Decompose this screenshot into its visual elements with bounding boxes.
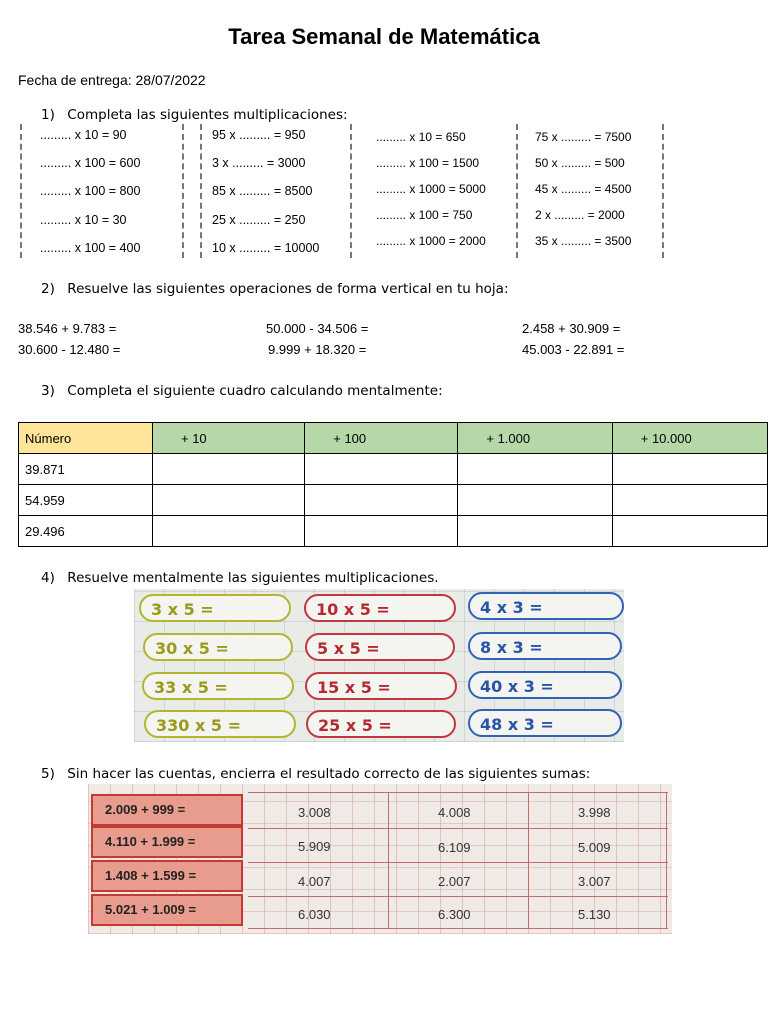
- operation: 30.600 - 12.480 =: [18, 342, 121, 357]
- section-text: Completa el siguiente cuadro calculando mentalmente:: [67, 383, 443, 399]
- answer-option[interactable]: 6.300: [438, 907, 471, 922]
- section-number: 1): [41, 107, 55, 123]
- mult-item: 35 x ......... = 3500: [535, 234, 632, 248]
- mental-multiplication-photo: [134, 589, 624, 742]
- table-row: [19, 485, 768, 516]
- mult-item: 50 x ......... = 500: [535, 156, 625, 170]
- mult-item: 85 x ......... = 8500: [212, 184, 313, 198]
- grid-line: [248, 928, 668, 929]
- operation: 2.458 + 30.909 =: [522, 321, 621, 336]
- mult-pill: 30 x 5 =: [143, 633, 293, 661]
- answer-option[interactable]: 5.130: [578, 907, 611, 922]
- table-row: [19, 516, 768, 547]
- answer-cell[interactable]: [305, 454, 458, 485]
- answer-option[interactable]: 4.007: [298, 874, 331, 889]
- cut-line: [182, 124, 184, 258]
- operation: 9.999 + 18.320 =: [268, 342, 367, 357]
- section-number: 4): [41, 570, 55, 586]
- mult-pill: 48 x 3 =: [468, 709, 622, 737]
- grid-line: [666, 792, 667, 928]
- mult-pill: 25 x 5 =: [306, 710, 456, 738]
- mult-pill: 8 x 3 =: [468, 632, 622, 660]
- table-row: [19, 454, 768, 485]
- cut-line: [516, 124, 518, 258]
- table-header-row: [19, 423, 768, 454]
- answer-option[interactable]: 3.998: [578, 805, 611, 820]
- page-title: Tarea Semanal de Matemática: [228, 24, 540, 49]
- mult-item: ......... x 10 = 30: [40, 213, 127, 227]
- header-cell: Número: [19, 423, 153, 454]
- section-number: 3): [41, 383, 55, 399]
- section-5-heading: [41, 766, 590, 782]
- due-date: Fecha de entrega: 28/07/2022: [18, 72, 206, 88]
- sum-operation: 4.110 + 1.999 =: [91, 826, 243, 858]
- mult-pill: 33 x 5 =: [142, 672, 294, 700]
- mult-pill: 330 x 5 =: [144, 710, 296, 738]
- cut-line: [200, 124, 202, 258]
- mult-pill: 40 x 3 =: [468, 671, 622, 699]
- mult-item: ......... x 10 = 650: [376, 130, 466, 144]
- grid-line: [388, 792, 389, 928]
- mult-pill: 15 x 5 =: [305, 672, 457, 700]
- grid-line: [248, 896, 668, 897]
- section-text: Sin hacer las cuentas, encierra el resultado correcto de las siguientes sumas:: [67, 766, 591, 782]
- operation: 45.003 - 22.891 =: [522, 342, 625, 357]
- answer-cell[interactable]: [612, 516, 767, 547]
- section-4-heading: [41, 570, 439, 586]
- answer-cell[interactable]: [458, 454, 612, 485]
- answer-option[interactable]: 2.007: [438, 874, 471, 889]
- mult-item: ......... x 1000 = 5000: [376, 182, 486, 196]
- mult-item: ......... x 100 = 400: [40, 241, 141, 255]
- section-1-heading: [41, 107, 348, 123]
- header-cell: + 10.000: [612, 423, 767, 454]
- answer-option[interactable]: 4.008: [438, 805, 471, 820]
- answer-option[interactable]: 3.008: [298, 805, 331, 820]
- answer-cell[interactable]: [458, 485, 612, 516]
- header-cell: + 100: [305, 423, 458, 454]
- mult-pill: 3 x 5 =: [139, 594, 291, 622]
- mult-item: 10 x ......... = 10000: [212, 241, 320, 255]
- mult-item: 3 x ......... = 3000: [212, 156, 306, 170]
- sum-operation: 5.021 + 1.009 =: [91, 894, 243, 926]
- mult-item: ......... x 100 = 800: [40, 184, 141, 198]
- cut-line: [20, 124, 22, 258]
- mult-pill: 5 x 5 =: [305, 633, 455, 661]
- answer-cell[interactable]: [305, 516, 458, 547]
- section-2-heading: [41, 281, 509, 297]
- header-cell: + 1.000: [458, 423, 612, 454]
- grid-line: [248, 828, 668, 829]
- mult-item: 45 x ......... = 4500: [535, 182, 632, 196]
- answer-option[interactable]: 6.030: [298, 907, 331, 922]
- answer-option[interactable]: 5.909: [298, 839, 331, 854]
- answer-cell[interactable]: [612, 454, 767, 485]
- cut-line: [662, 124, 664, 258]
- mult-item: ......... x 100 = 600: [40, 156, 141, 170]
- header-cell: + 10: [153, 423, 305, 454]
- answer-cell[interactable]: [612, 485, 767, 516]
- mult-item: 75 x ......... = 7500: [535, 130, 632, 144]
- answer-cell[interactable]: [458, 516, 612, 547]
- mult-item: 95 x ......... = 950: [212, 128, 306, 142]
- mental-addition-table: [18, 422, 768, 547]
- answer-option[interactable]: 5.009: [578, 840, 611, 855]
- section-text: Resuelve las siguientes operaciones de forma vertical en tu hoja:: [67, 281, 509, 297]
- section-number: 2): [41, 281, 55, 297]
- mult-item: 2 x ......... = 2000: [535, 208, 625, 222]
- answer-cell[interactable]: [153, 485, 305, 516]
- multiplication-exercises: [20, 124, 670, 258]
- answer-cell[interactable]: [305, 485, 458, 516]
- section-number: 5): [41, 766, 55, 782]
- row-number: 54.959: [19, 485, 153, 516]
- sums-photo: [88, 784, 672, 934]
- section-text: Completa las siguientes multiplicaciones:: [67, 107, 348, 123]
- sum-operation: 1.408 + 1.599 =: [91, 860, 243, 892]
- grid-line: [248, 862, 668, 863]
- operation: 38.546 + 9.783 =: [18, 321, 117, 336]
- answer-cell[interactable]: [153, 454, 305, 485]
- mult-item: ......... x 1000 = 2000: [376, 234, 486, 248]
- mult-item: ......... x 100 = 750: [376, 208, 473, 222]
- operation: 50.000 - 34.506 =: [266, 321, 369, 336]
- row-number: 39.871: [19, 454, 153, 485]
- answer-option[interactable]: 6.109: [438, 840, 471, 855]
- answer-cell[interactable]: [153, 516, 305, 547]
- mult-pill: 10 x 5 =: [304, 594, 456, 622]
- mult-item: 25 x ......... = 250: [212, 213, 306, 227]
- row-number: 29.496: [19, 516, 153, 547]
- mult-item: ......... x 100 = 1500: [376, 156, 480, 170]
- answer-option[interactable]: 3.007: [578, 874, 611, 889]
- grid-line: [248, 792, 668, 793]
- mult-item: ......... x 10 = 90: [40, 128, 127, 142]
- section-text: Resuelve mentalmente las siguientes multiplicaciones.: [67, 570, 439, 586]
- cut-line: [350, 124, 352, 258]
- mult-pill: 4 x 3 =: [468, 592, 624, 620]
- sum-operation: 2.009 + 999 =: [91, 794, 243, 826]
- section-3-heading: [41, 383, 443, 399]
- grid-line: [528, 792, 529, 928]
